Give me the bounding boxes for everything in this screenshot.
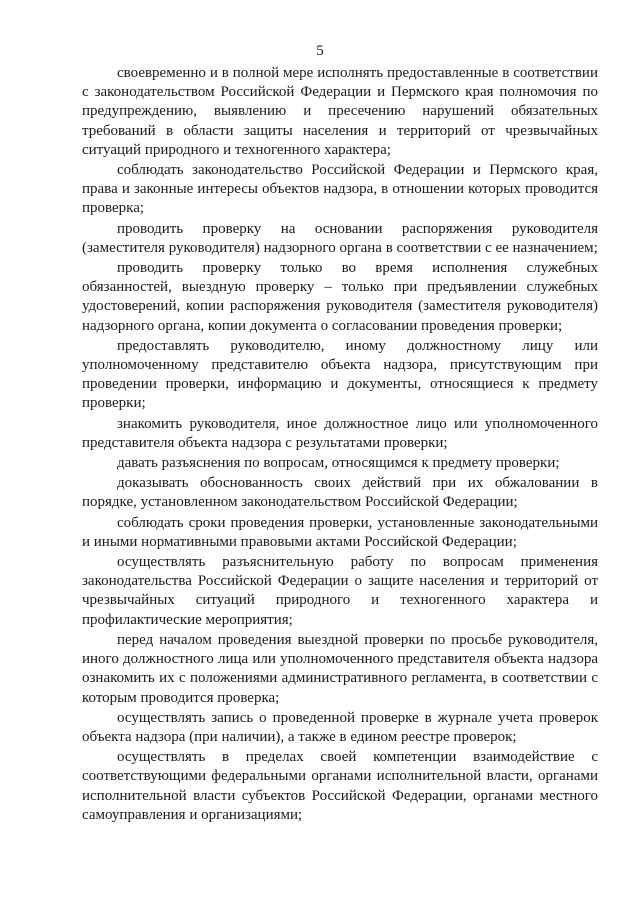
- paragraph: осуществлять запись о проведенной проверке в журнале учета проверок объекта надзора (при наличии), а также в едином реестре проверок;: [82, 709, 598, 745]
- paragraph: соблюдать законодательство Российской Федерации и Пермского края, права и законные интересы объектов надзора, в отношении которых проводится проверка;: [82, 162, 598, 217]
- paragraph: доказывать обоснованность своих действий при их обжаловании в порядке, установленном законодательством Российской Федерации;: [82, 475, 598, 511]
- paragraph: проводить проверку на основании распоряжения руководителя (заместителя руководителя) надзорного органа в соответствии с ее назначением;: [82, 220, 598, 256]
- paragraph: перед началом проведения выездной проверки по просьбе руководителя, иного должностного лица или уполномоченного представителя объекта надзора ознакомить их с положениями административного регламента, в соответствии с которым проводится проверка;: [82, 631, 598, 706]
- page-number: 5: [316, 43, 324, 59]
- paragraph: давать разъяснения по вопросам, относящимся к предмету проверки;: [117, 455, 560, 472]
- paragraph: предоставлять руководителю, иному должностному лицу или уполномоченному представителю объекта надзора, присутствующим при проведении проверки, информацию и документы, относящиеся к предмету проверки;: [82, 337, 598, 412]
- paragraph: проводить проверку только во время исполнения служебных обязанностей, выездную проверку – только при предъявлении служебных удостоверений, копии распоряжения руководителя (заместителя руководителя) надзорного органа, копии документа о согласовании проведения проверки;: [82, 260, 598, 334]
- document-body: [82, 64, 598, 825]
- paragraph: знакомить руководителя, иное должностное лицо или уполномоченного представителя объекта надзора с результатами проверки;: [82, 415, 598, 451]
- paragraph: осуществлять в пределах своей компетенции взаимодействие с соответствующими федеральными органами исполнительной власти, органами исполнительной власти субъектов Российской Федерации, органами местного самоуправления и организациями;: [82, 749, 598, 823]
- paragraph: своевременно и в полной мере исполнять предоставленные в соответствии с законодательством Российской Федерации и Пермского края полномочия по предупреждению, выявлению и пресечению нарушений обязательных требований в области защиты населения и территорий от чрезвычайных ситуаций природного и техногенного характера;: [82, 65, 598, 158]
- paragraph: соблюдать сроки проведения проверки, установленные законодательными и иными нормативными правовыми актами Российской Федерации;: [82, 514, 598, 550]
- paragraph: осуществлять разъяснительную работу по вопросам применения законодательства Российской Федерации о защите населения и территорий от чрезвычайных ситуаций природного и техногенного характера и профилактические мероприятия;: [82, 554, 598, 628]
